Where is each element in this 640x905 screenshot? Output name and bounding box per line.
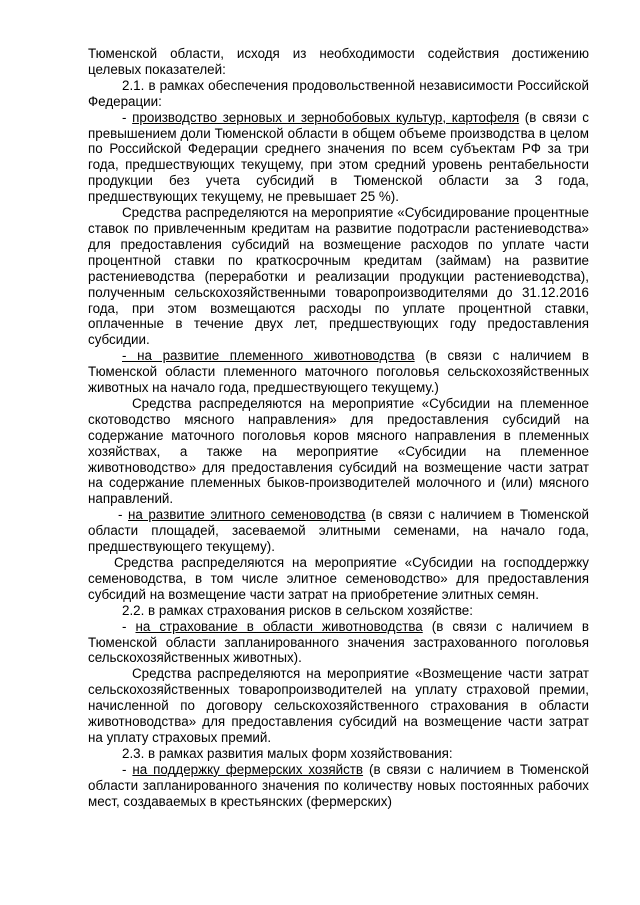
section-2-3-heading: 2.3. в рамках развития малых форм хозяйствования: [122,745,453,761]
list-dash: - [122,618,136,634]
paragraph-livestock-insurance [88,619,589,667]
paragraph-elite-seeds [88,507,589,555]
underlined-item-elite-seeds: на развитие элитного семеноводства [127,507,366,523]
paragraph-text: (в связи с превышением доли Тюменской области в общем объеме производства в целом по Российской Федерации среднего значения по всем субъектам РФ за три года, предшествующих текущему, при этом средний уровень рентабельности продукции без учета субсидий в Тюменской области за 3 года, предшествующих текущему, не превышает 25 %). [88,109,589,205]
paragraph-funds-breeding: Средства распределяются на мероприятие «Субсидии на племенное скотоводство мясного направления» для предоставления субсидий на содержание маточного поголовья коров мясного направления в племенных хозяйствах, а также на мероприятие «Субсидии на племенное животноводство» для предоставления субсидий на возмещение части затрат на содержание племенных быков-производителей молочного и (или) мясного направлений. [88,395,589,507]
paragraph-breeding-livestock [88,348,589,396]
list-dash: - [122,761,133,777]
paragraph-intro: Тюменской области, исходя из необходимости содействия достижению целевых показателей: [88,46,589,77]
underlined-item-breeding: - на развитие племенного животноводства [122,348,415,364]
underlined-item-insurance: на страхование в области животноводства [135,618,423,634]
paragraph-text: (в связи с наличием в Тюменской области площадей, засеваемой элитными семенами, на начало года, предшествующего текущему). [88,507,589,555]
list-dash: - [122,109,133,125]
list-dash: - [118,507,128,523]
paragraph-funds-insurance: Средства распределяются на мероприятие «Возмещение части затрат сельскохозяйственных товаропроизводителей на уплату страховой премии, начисленной по договору сельскохозяйственного страхования в области животноводства» для предоставления субсидий на возмещение части затрат на уплату страховых премий. [88,666,589,745]
paragraph-funds-crop-loans: Средства распределяются на мероприятие «Субсидирование процентные ставок по привлеченным кредитам на развитие подотрасли растениеводства» для предоставления субсидий на возмещение расходов по уплате части процентной ставки по краткосрочным кредитам (займам) на развитие растениеводства (переработки и реализации продукции растениеводства), полученным сельскохозяйственными товаропроизводителями до 31.12.2016 года, при этом возмещаются расходы по уплате процентной ставки, оплаченные в течение двух лет, предшествующих году предоставления субсидии. [88,205,589,348]
section-2-2-heading: 2.2. в рамках страхования рисков в сельском хозяйстве: [122,602,473,618]
paragraph-funds-seeds: Средства распределяются на мероприятие «Субсидии на господдержку семеноводства, в том числе элитное семеноводство» для предоставления субсидий на возмещение части затрат на приобретение элитных семян. [88,555,589,602]
underlined-item-grain: производство зерновых и зернобобовых культур, картофеля [132,109,520,125]
paragraph-grain-production [88,110,589,205]
paragraph-text: (в связи с наличием в Тюменской области запланированного значения застрахованного поголовья сельскохозяйственных животных). [88,618,589,666]
paragraph-text: (в связи с наличием в Тюменской области племенного маточного поголовья сельскохозяйственных животных на начало года, предшествующего текущему.) [88,348,590,396]
underlined-item-farms: на поддержку фермерских хозяйств [132,761,364,777]
paragraph-text: (в связи с наличием в Тюменской области запланированного значения по количеству новых постоянных рабочих мест, создаваемых в крестьянских (фермерских) [88,761,589,809]
paragraph-farm-support [88,762,589,810]
section-2-1-heading: 2.1. в рамках обеспечения продовольственной независимости Российской Федерации: [88,77,589,109]
